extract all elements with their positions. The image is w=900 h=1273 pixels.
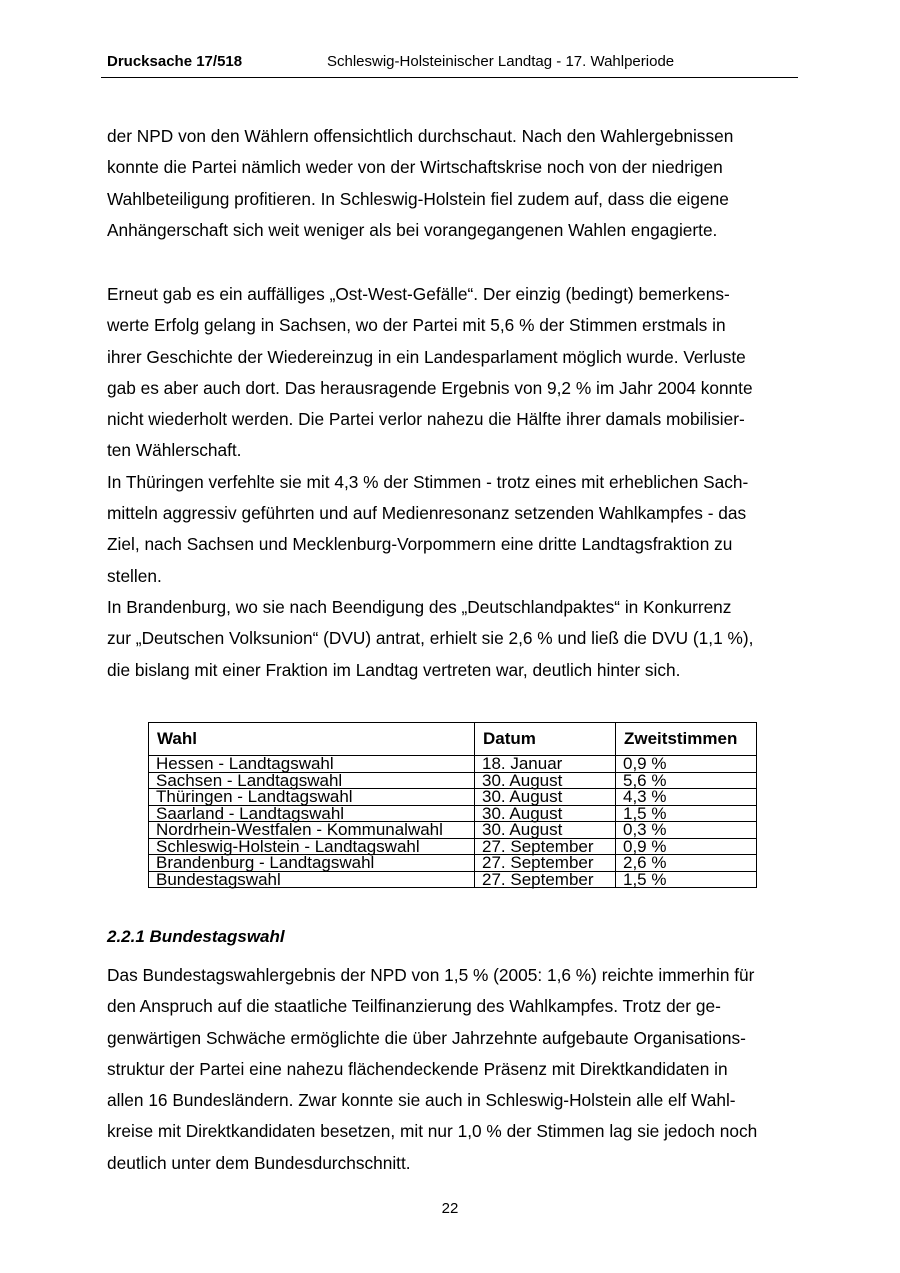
cell-wahl: Schleswig-Holstein - Landtagswahl <box>149 838 475 855</box>
cell-datum: 30. August <box>475 789 616 806</box>
document-title: Schleswig-Holsteinischer Landtag - 17. Wahlperiode <box>327 53 675 70</box>
text-line: allen 16 Bundesländern. Zwar konnte sie auch in Schleswig-Holstein alle elf Wahl- <box>107 1090 736 1111</box>
text-line: genwärtigen Schwäche ermöglichte die über Jahrzehnte aufgebaute Organisations- <box>107 1027 746 1048</box>
text-line: Wahlbeteiligung profitieren. In Schleswig-Holstein fiel zudem auf, dass die eigene <box>107 188 729 209</box>
cell-zweitstimmen: 0,3 % <box>616 822 757 839</box>
text-line: stellen. <box>107 565 162 586</box>
text-line: In Thüringen verfehlte sie mit 4,3 % der Stimmen - trotz eines mit erheblichen Sach- <box>107 471 749 492</box>
text-line: ten Wählerschaft. <box>107 440 242 461</box>
text-line: ihrer Geschichte der Wiedereinzug in ein Landesparlament möglich wurde. Verluste <box>107 346 746 367</box>
document-number: Drucksache 17/518 <box>107 53 243 70</box>
cell-zweitstimmen: 4,3 % <box>616 789 757 806</box>
text-line: Ziel, nach Sachsen und Mecklenburg-Vorpommern eine dritte Landtagsfraktion zu <box>107 534 733 555</box>
page-header <box>101 50 798 78</box>
table-row <box>149 822 757 839</box>
cell-datum: 27. September <box>475 871 616 888</box>
text-line: konnte die Partei nämlich weder von der Wirtschaftskrise noch von der niedrigen <box>107 157 723 178</box>
cell-zweitstimmen: 1,5 % <box>616 871 757 888</box>
table-row <box>149 871 757 888</box>
table-row <box>149 772 757 789</box>
text-line: mitteln aggressiv geführten und auf Medienresonanz setzenden Wahlkampfes - das <box>107 503 747 524</box>
text-line: Das Bundestagswahlergebnis der NPD von 1,5 % (2005: 1,6 %) reichte immerhin für <box>107 965 755 985</box>
cell-wahl: Brandenburg - Landtagswahl <box>149 855 475 872</box>
table-row <box>149 855 757 872</box>
cell-datum: 30. August <box>475 805 616 822</box>
column-header-wahl: Wahl <box>149 723 475 756</box>
text-line: struktur der Partei eine nahezu flächendeckende Präsenz mit Direktkandidaten in <box>107 1058 728 1079</box>
cell-zweitstimmen: 1,5 % <box>616 805 757 822</box>
text-line: die bislang mit einer Fraktion im Landtag vertreten war, deutlich hinter sich. <box>107 659 681 680</box>
table-header-row <box>149 723 757 756</box>
text-line: nicht wiederholt werden. Die Partei verlor nahezu die Hälfte ihrer damals mobilisier- <box>107 409 745 430</box>
cell-datum: 18. Januar <box>475 756 616 773</box>
text-line: den Anspruch auf die staatliche Teilfinanzierung des Wahlkampfes. Trotz der ge- <box>107 996 721 1017</box>
cell-wahl: Nordrhein-Westfalen - Kommunalwahl <box>149 822 475 839</box>
text-line: In Brandenburg, wo sie nach Beendigung des „Deutschlandpaktes“ in Konkurrenz <box>107 596 732 617</box>
text-line: kreise mit Direktkandidaten besetzen, mit nur 1,0 % der Stimmen lag sie jedoch noch <box>107 1121 758 1142</box>
text-line: zur „Deutschen Volksunion“ (DVU) antrat, erhielt sie 2,6 % und ließ die DVU (1,1 %), <box>107 628 754 649</box>
paragraph-bundestagswahl <box>107 960 797 1179</box>
cell-zweitstimmen: 2,6 % <box>616 855 757 872</box>
table-row <box>149 805 757 822</box>
table-row <box>149 756 757 773</box>
text-line: Anhängerschaft sich weit weniger als bei vorangegangenen Wahlen engagierte. <box>107 219 718 240</box>
text-line: deutlich unter dem Bundesdurchschnitt. <box>107 1152 411 1173</box>
cell-zweitstimmen: 0,9 % <box>616 756 757 773</box>
cell-zweitstimmen: 0,9 % <box>616 838 757 855</box>
column-header-zweitstimmen: Zweitstimmen <box>616 723 757 756</box>
section-heading: 2.2.1 Bundestagswahl <box>107 927 285 946</box>
cell-datum: 27. September <box>475 855 616 872</box>
cell-wahl: Saarland - Landtagswahl <box>149 805 475 822</box>
paragraph-east-west <box>107 279 797 686</box>
cell-wahl: Thüringen - Landtagswahl <box>149 789 475 806</box>
cell-datum: 30. August <box>475 822 616 839</box>
cell-wahl: Sachsen - Landtagswahl <box>149 772 475 789</box>
cell-datum: 30. August <box>475 772 616 789</box>
text-line: werte Erfolg gelang in Sachsen, wo der Partei mit 5,6 % der Stimmen erstmals in <box>107 315 726 336</box>
text-line: Erneut gab es ein auffälliges „Ost-West-Gefälle“. Der einzig (bedingt) bemerkens- <box>107 284 730 304</box>
cell-zweitstimmen: 5,6 % <box>616 772 757 789</box>
column-header-datum: Datum <box>475 723 616 756</box>
cell-wahl: Hessen - Landtagswahl <box>149 756 475 773</box>
cell-wahl: Bundestagswahl <box>149 871 475 888</box>
election-results-table <box>148 722 757 888</box>
table-row <box>149 838 757 855</box>
text-line: gab es aber auch dort. Das herausragende Ergebnis von 9,2 % im Jahr 2004 konnte <box>107 377 753 398</box>
text-line: der NPD von den Wählern offensichtlich durchschaut. Nach den Wahlergebnissen <box>107 126 734 146</box>
page-number: 22 <box>441 1200 459 1217</box>
cell-datum: 27. September <box>475 838 616 855</box>
paragraph-intro <box>107 121 797 246</box>
table-row <box>149 789 757 806</box>
